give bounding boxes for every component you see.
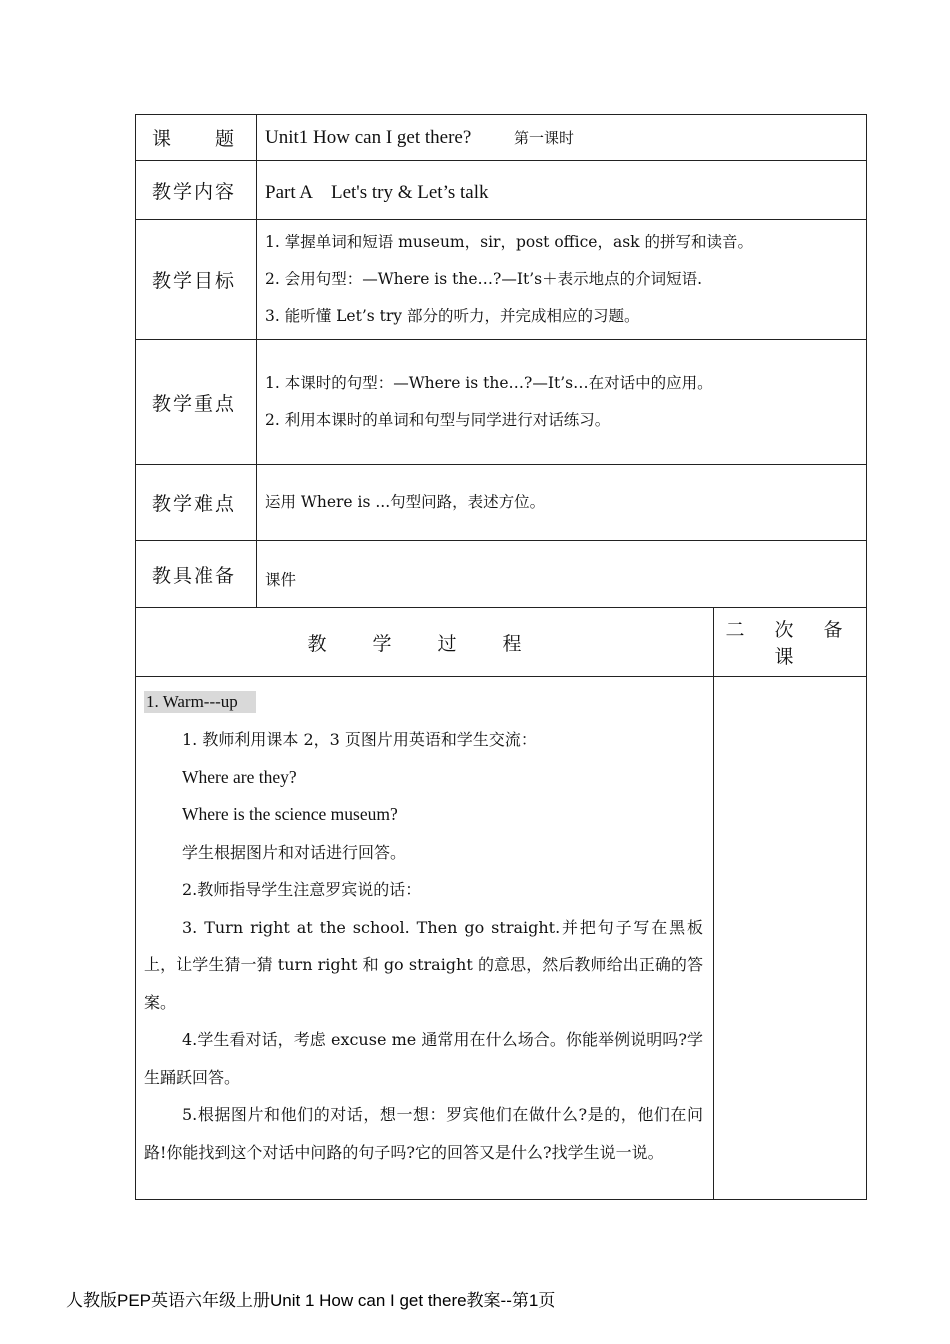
topic-value bbox=[257, 115, 867, 161]
process-content bbox=[136, 677, 714, 1200]
section-heading: 1. Warm---up bbox=[144, 691, 256, 713]
process-paragraph: 4.学生看对话，考虑 excuse me 通常用在什么场合。你能举例说明吗?学生踊跃回答。 bbox=[144, 1030, 703, 1087]
difficulty-value: 运用 Where is ...句型问路，表述方位。 bbox=[257, 465, 867, 541]
materials-label: 教具准备 bbox=[136, 541, 257, 608]
content-label: 教学内容 bbox=[136, 161, 257, 220]
process-heading: 教 学 过 程 bbox=[136, 608, 714, 677]
difficulty-label: 教学难点 bbox=[136, 465, 257, 541]
materials-value: 课件 bbox=[257, 541, 867, 608]
key-points-list bbox=[257, 340, 867, 465]
objectives-label: 教学目标 bbox=[136, 220, 257, 340]
content-value: Part A Let's try & Let’s talk bbox=[257, 161, 867, 220]
process-body-row bbox=[136, 677, 867, 1200]
topic-row bbox=[136, 115, 867, 161]
page-footer: 人教版PEP英语六年级上册Unit 1 How can I get there教案--第1页 bbox=[66, 1291, 556, 1310]
process-paragraph: 3. Turn right at the school. Then go straight.并把句子写在黑板上，让学生猜一猜 turn right 和 go straight 的意思，然后教师给出正确的答案。 bbox=[144, 917, 703, 1012]
topic-label: 课 题 bbox=[136, 115, 257, 161]
topic-title: Unit1 How can I get there? bbox=[265, 126, 472, 148]
backup-notes-cell bbox=[714, 677, 867, 1200]
lesson-plan-table bbox=[135, 114, 867, 1200]
objective-item: 1. 掌握单词和短语 museum，sir，post office，ask 的拼写和读音。 bbox=[265, 233, 753, 251]
key-point-item: 2. 利用本课时的单词和句型与同学进行对话练习。 bbox=[265, 411, 611, 429]
process-line: 2.教师指导学生注意罗宾说的话： bbox=[182, 880, 422, 899]
difficulty-row bbox=[136, 465, 867, 541]
backup-heading: 二 次 备 课 bbox=[714, 608, 867, 677]
objectives-row bbox=[136, 220, 867, 340]
process-header-row bbox=[136, 608, 867, 677]
key-point-item: 1. 本课时的句型：—Where is the…?—It’s…在对话中的应用。 bbox=[265, 374, 713, 392]
process-line: Where are they? bbox=[182, 766, 297, 787]
objectives-list bbox=[257, 220, 867, 340]
key-points-label: 教学重点 bbox=[136, 340, 257, 465]
objective-item: 3. 能听懂 Let’s try 部分的听力，并完成相应的习题。 bbox=[265, 307, 640, 325]
process-line: 1. 教师利用课本 2，3 页图片用英语和学生交流： bbox=[182, 730, 537, 749]
materials-row bbox=[136, 541, 867, 608]
process-line: 学生根据图片和对话进行回答。 bbox=[182, 842, 407, 862]
objective-item: 2. 会用句型：—Where is the…?—It’s＋表示地点的介词短语. bbox=[265, 270, 703, 288]
process-paragraph: 5.根据图片和他们的对话，想一想：罗宾他们在做什么?是的，他们在问路!你能找到这个对话中问路的句子吗?它的回答又是什么?找学生说一说。 bbox=[144, 1105, 703, 1162]
process-line: Where is the science museum? bbox=[182, 804, 398, 824]
content-row bbox=[136, 161, 867, 220]
key-points-row bbox=[136, 340, 867, 465]
lesson-number: 第一课时 bbox=[514, 128, 575, 147]
